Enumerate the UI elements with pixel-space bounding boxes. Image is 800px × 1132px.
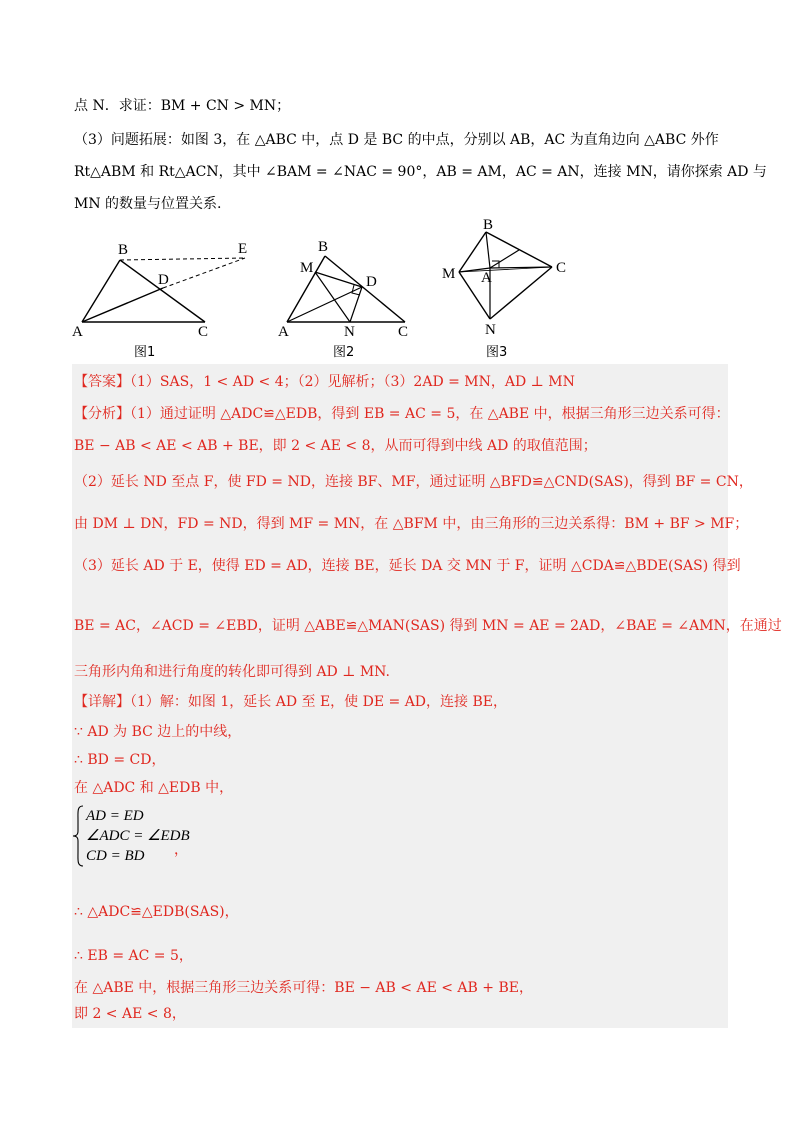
analysis-line-5: （3）延长 AD 于 E，使得 ED = AD，连接 BE，延长 DA 交 MN 于 F，证明 △CDA≌△BDE(SAS) 得到 <box>74 558 741 574</box>
problem-line-3: Rt△ABM 和 Rt△ACN，其中 ∠BAM = ∠NAC = 90°，AB = AM，AC = AN，连接 MN，请你探索 AD 与 <box>74 164 767 180</box>
analysis-line-6: BE = AC，∠ACD = ∠EBD，证明 △ABE≌△MAN(SAS) 得到 MN = AE = 2AD，∠BAE = ∠AMN，在通过 <box>74 618 782 634</box>
fig2-label-c: C <box>398 324 409 340</box>
detail-tag: 【详解】 <box>74 694 130 710</box>
fig1-label-a: A <box>72 324 83 340</box>
figures <box>0 0 800 370</box>
fig3-label-a: A <box>481 270 492 286</box>
analysis-tag: 【分析】 <box>74 406 130 422</box>
problem-line-2: （3）问题拓展：如图 3，在 △ABC 中，点 D 是 BC 的中点，分别以 AB，AC 为直角边向 △ABC 外作 <box>74 132 719 148</box>
fig1-label-c: C <box>198 324 209 340</box>
answer-line <box>74 372 730 392</box>
figure-2 <box>278 239 408 360</box>
analysis-line-2: BE − AB < AE < AB + BE，即 2 < AE < 8，从而可得到中线 AD 的取值范围； <box>74 438 597 454</box>
problem-line-1: 点 N．求证：BM + CN > MN； <box>74 98 291 114</box>
figure-3 <box>442 217 566 360</box>
detail-line-4: 在 △ADC 和 △EDB 中， <box>74 780 234 796</box>
fig1-label-b: B <box>118 242 129 258</box>
fig1-caption: 图1 <box>134 345 156 360</box>
detail-line-1 <box>74 692 730 712</box>
fig2-label-a: A <box>278 324 289 340</box>
analysis-line-7: 三角形内角和进行角度的转化即可得到 AD ⊥ MN. <box>74 664 390 680</box>
figure-1 <box>72 241 247 360</box>
analysis-text-1: （1）通过证明 △ADC≌△EDB，得到 EB = AC = 5，在 △ABE 中，根据三角形三边关系可得： <box>130 406 730 422</box>
answer-text: （1）SAS，1 < AD < 4；（2）见解析；（3）2AD = MN，AD ⊥ MN <box>130 374 575 390</box>
system-eq-3: CD = BD <box>86 848 145 864</box>
analysis-line-3: （2）延长 ND 至点 F，使 FD = ND，连接 BF、MF，通过证明 △BFD≌△CND(SAS)，得到 BF = CN， <box>74 474 753 490</box>
detail-line-7: 在 △ABE 中，根据三角形三边关系可得：BE − AB < AE < AB + BE， <box>74 980 533 996</box>
fig3-label-c: C <box>556 260 567 276</box>
detail-line-2: ∵ AD 为 BC 边上的中线， <box>74 724 242 740</box>
analysis-line-4: 由 DM ⊥ DN，FD = ND，得到 MF = MN，在 △BFM 中，由三角形的三边关系得：BM + BF > MF； <box>74 516 749 532</box>
problem-line-4: MN 的数量与位置关系. <box>74 196 222 212</box>
fig3-label-m: M <box>442 266 456 282</box>
fig3-label-b: B <box>483 217 494 233</box>
detail-line-8: 即 2 < AE < 8， <box>74 1006 186 1022</box>
system-comma: ， <box>174 842 188 858</box>
detail-line-6: ∴ EB = AC = 5， <box>74 948 193 964</box>
fig2-label-m: M <box>300 260 314 276</box>
fig2-caption: 图2 <box>333 345 355 360</box>
fig1-label-e: E <box>238 241 248 257</box>
answer-tag: 【答案】 <box>74 374 130 390</box>
system-eq-1: AD = ED <box>86 808 144 824</box>
fig1-label-d: D <box>158 272 169 288</box>
fig3-caption: 图3 <box>486 345 508 360</box>
detail-text-1: （1）解：如图 1，延长 AD 至 E，使 DE = AD，连接 BE， <box>130 694 507 710</box>
detail-line-5: ∴ △ADC≌△EDB(SAS)， <box>74 904 239 920</box>
analysis-line-1 <box>74 404 730 424</box>
system-eq-2: ∠ADC = ∠EDB <box>86 828 190 844</box>
detail-line-3: ∴ BD = CD， <box>74 752 166 768</box>
fig3-label-n: N <box>485 322 496 338</box>
fig2-label-b: B <box>318 239 329 255</box>
fig2-label-n: N <box>344 324 355 340</box>
fig2-label-d: D <box>366 274 377 290</box>
system-brace <box>72 804 86 868</box>
